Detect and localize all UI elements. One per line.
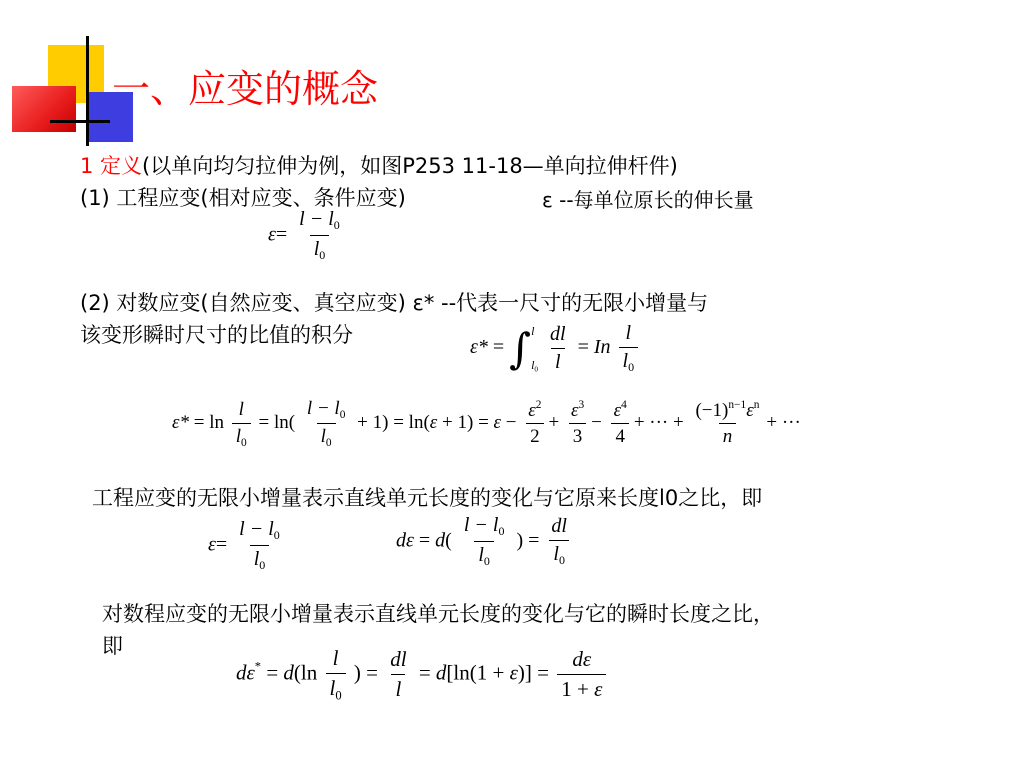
slide-title: 一、应变的概念 bbox=[112, 67, 379, 111]
decor-horizontal-line bbox=[50, 120, 110, 123]
decor-red-square bbox=[12, 86, 76, 132]
definition-line bbox=[80, 150, 678, 180]
formula-engineering-strain: ε= $\frac{l - l_0}{l_0}$ bbox=[268, 208, 340, 263]
log-strain-label: (2) 对数应变(自然应变、真空应变) ε* --代表一尺寸的无限小增量与 bbox=[80, 291, 709, 315]
log-strain-label-2: 该变形瞬时尺寸的比值的积分 bbox=[80, 323, 353, 347]
engineering-increment-text: 工程应变的无限小增量表示直线单元长度的变化与它原来长度l0之比，即 bbox=[92, 486, 763, 510]
engineering-strain-label: (1) 工程应变(相对应变、条件应变) bbox=[80, 186, 406, 210]
engineering-strain-desc: ε --每单位原长的伸长量 bbox=[542, 188, 754, 212]
definition-text: (以单向均匀拉伸为例，如图P253 11-18—单向拉伸杆件) bbox=[142, 154, 678, 178]
formula-series-expansion: ε* = ln $\frac{l}{l_0}$ = ln( $\frac{l - l_0}{l_0}$ + 1) = ln(ε + 1) = ε − $\frac{\varepsilon^2}{2}$ + $\frac{\varepsilon^3}{3}$ − $\frac{\varepsilon^4}{4}$ + ··· + $\frac{(-1)^{n-1}\varepsilon^n}{n}$ + ··· bbox=[172, 398, 801, 449]
decor-vertical-line bbox=[86, 36, 89, 146]
log-increment-text-2: 即 bbox=[102, 634, 123, 658]
log-increment-text: 对数程应变的无限小增量表示直线单元长度的变化与它的瞬时长度之比， bbox=[102, 602, 774, 626]
formula-engineering-strain-2: ε= $\frac{l - l_0}{l_0}$ bbox=[208, 518, 280, 573]
formula-engineering-increment: dε = d( $\frac{l - l_0}{l_0}$ ) = $\frac{dl}{l_0}$ bbox=[396, 514, 567, 569]
formula-log-increment: dε* = d(ln $\frac{l}{l_0}$ ) = $\frac{dl}{l}$ = d[ln(1 + ε)] = $\frac{d\varepsilon}{1 + \varepsilon}$ bbox=[236, 646, 609, 703]
formula-log-strain-integral: ε* = ∫ l $l_0$ $\frac{dl}{l}$ = In $\frac{l}{l_0}$ bbox=[470, 322, 641, 375]
definition-label: 1 定义 bbox=[80, 154, 143, 178]
